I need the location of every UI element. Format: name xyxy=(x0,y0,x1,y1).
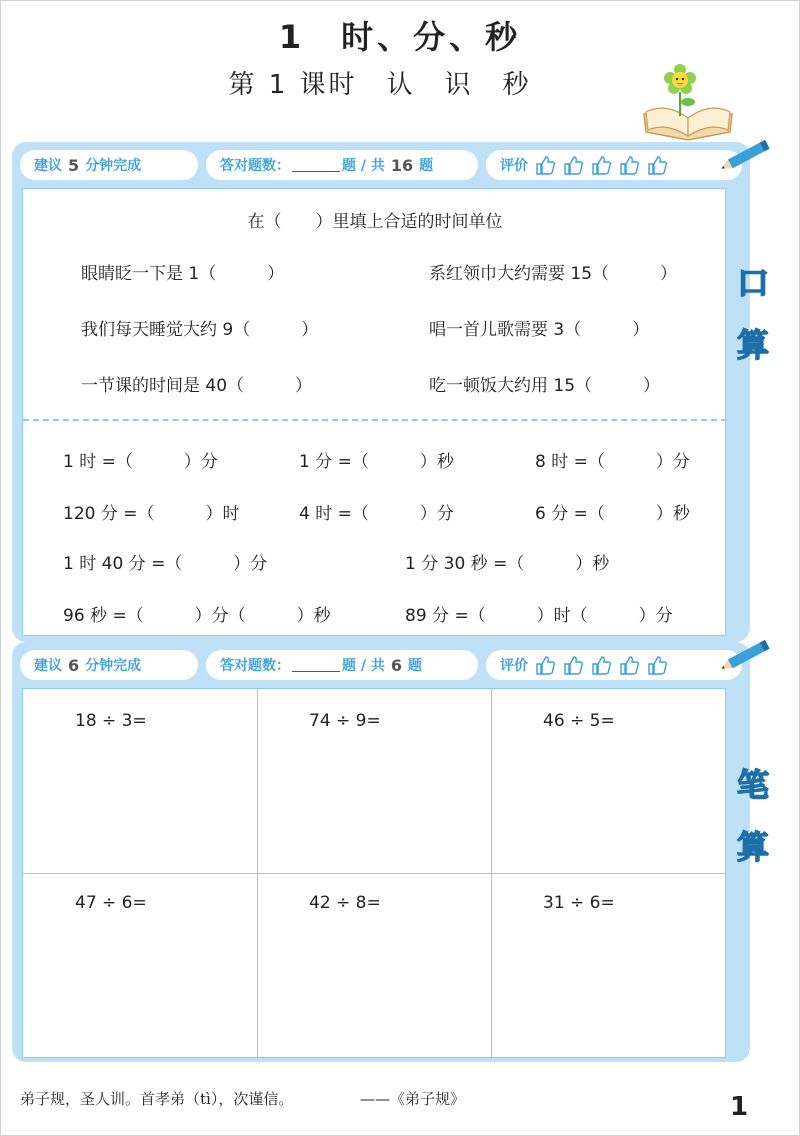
svg-text:算: 算 xyxy=(736,326,770,364)
side-label-bi xyxy=(730,764,776,804)
dashed-divider xyxy=(23,419,727,421)
book-flower-icon xyxy=(638,62,738,142)
suggested-time xyxy=(20,150,198,180)
total-count: 6 xyxy=(390,655,403,675)
grid-line xyxy=(257,689,258,1059)
thumbs-up-icon[interactable] xyxy=(618,655,640,675)
suggest-label: 建议 xyxy=(34,658,62,674)
division-problem[interactable]: 42 ÷ 8= xyxy=(309,893,381,913)
division-problem[interactable]: 74 ÷ 9= xyxy=(309,711,381,731)
suggest-minutes: 6 xyxy=(68,655,80,675)
score-count xyxy=(206,150,478,180)
division-problem[interactable]: 18 ÷ 3= xyxy=(75,711,147,731)
footer-quote-source: ——《弟子规》 xyxy=(360,1090,466,1108)
conversion-question[interactable]: 96 秒 =（ ）分（ ）秒 xyxy=(63,606,331,626)
suggest-unit: 分钟完成 xyxy=(85,658,142,674)
thumbs-up-icon[interactable] xyxy=(590,655,612,675)
suggest-minutes: 5 xyxy=(68,155,80,175)
conversion-question[interactable]: 1 分 30 秒 =（ ）秒 xyxy=(405,554,610,574)
conversion-question[interactable]: 1 分 =（ ）秒 xyxy=(299,452,454,472)
pencil-icon xyxy=(718,138,776,172)
thumbs-up-icon[interactable] xyxy=(618,155,640,175)
page-title: 1 时、分、秒 xyxy=(278,18,522,56)
fill-unit-question[interactable]: 我们每天睡觉大约 9（ ） xyxy=(81,320,319,340)
fill-unit-question[interactable]: 吃一顿饭大约用 15（ ） xyxy=(429,376,661,396)
total-unit: 题 xyxy=(408,658,423,674)
fill-unit-question[interactable]: 唱一首儿歌需要 3（ ） xyxy=(429,320,650,340)
page-number: 1 xyxy=(730,1092,749,1122)
correct-label: 答对题数： xyxy=(220,158,290,174)
total-unit: 题 xyxy=(419,158,434,174)
conversion-question[interactable]: 4 时 =（ ）分 xyxy=(299,504,454,524)
conversion-question[interactable]: 6 分 =（ ）秒 xyxy=(535,504,690,524)
grid-line xyxy=(23,873,727,874)
fill-unit-question[interactable]: 系红领巾大约需要 15（ ） xyxy=(429,264,678,284)
total-count: 16 xyxy=(390,155,414,175)
conversion-question[interactable]: 1 时 40 分 =（ ）分 xyxy=(63,554,268,574)
side-label-suan xyxy=(730,324,776,364)
thumbs-up-icon[interactable] xyxy=(590,155,612,175)
score-blank[interactable] xyxy=(292,158,340,172)
written-math-section xyxy=(12,642,750,1062)
rating xyxy=(486,650,742,680)
rating xyxy=(486,150,742,180)
division-problem[interactable]: 31 ÷ 6= xyxy=(543,893,615,913)
rating-label: 评价 xyxy=(500,158,528,174)
suggest-label: 建议 xyxy=(34,158,62,174)
lesson-subtitle: 第 1 课时 认 识 秒 xyxy=(228,70,532,100)
thumbs-up-icon[interactable] xyxy=(646,655,668,675)
pencil-icon xyxy=(718,638,776,672)
mental-math-section xyxy=(12,142,750,642)
svg-text:口: 口 xyxy=(736,264,770,302)
question-panel xyxy=(22,188,726,636)
suggested-time xyxy=(20,650,198,680)
svg-text:笔: 笔 xyxy=(736,766,770,804)
footer-quote: 弟子规，圣人训。首孝弟（tì），次谨信。 xyxy=(20,1090,294,1108)
instruction: 在（ ）里填上合适的时间单位 xyxy=(247,212,503,232)
score-blank[interactable] xyxy=(292,658,340,672)
score-count xyxy=(206,650,478,680)
rating-label: 评价 xyxy=(500,658,528,674)
division-grid xyxy=(22,688,726,1058)
fill-unit-question[interactable]: 眼睛眨一下是 1（ ） xyxy=(81,264,285,284)
suggest-unit: 分钟完成 xyxy=(85,158,142,174)
fill-unit-question[interactable]: 一节课的时间是 40（ ） xyxy=(81,376,313,396)
thumbs-up-icon[interactable] xyxy=(562,155,584,175)
grid-line xyxy=(491,689,492,1059)
total-label: 题 / 共 xyxy=(342,158,385,174)
section-header-bar xyxy=(20,150,742,180)
side-label-suan xyxy=(730,826,776,866)
division-problem[interactable]: 46 ÷ 5= xyxy=(543,711,615,731)
conversion-question[interactable]: 1 时 =（ ）分 xyxy=(63,452,218,472)
svg-text:算: 算 xyxy=(736,828,770,866)
thumbs-up-icon[interactable] xyxy=(534,655,556,675)
total-label: 题 / 共 xyxy=(342,658,385,674)
conversion-question[interactable]: 8 时 =（ ）分 xyxy=(535,452,690,472)
conversion-question[interactable]: 120 分 =（ ）时 xyxy=(63,504,240,524)
thumbs-up-icon[interactable] xyxy=(562,655,584,675)
thumbs-up-icon[interactable] xyxy=(646,155,668,175)
correct-label: 答对题数： xyxy=(220,658,290,674)
side-label-kou xyxy=(730,262,776,302)
conversion-question[interactable]: 89 分 =（ ）时（ ）分 xyxy=(405,606,673,626)
section-header-bar xyxy=(20,650,742,680)
division-problem[interactable]: 47 ÷ 6= xyxy=(75,893,147,913)
thumbs-up-icon[interactable] xyxy=(534,155,556,175)
